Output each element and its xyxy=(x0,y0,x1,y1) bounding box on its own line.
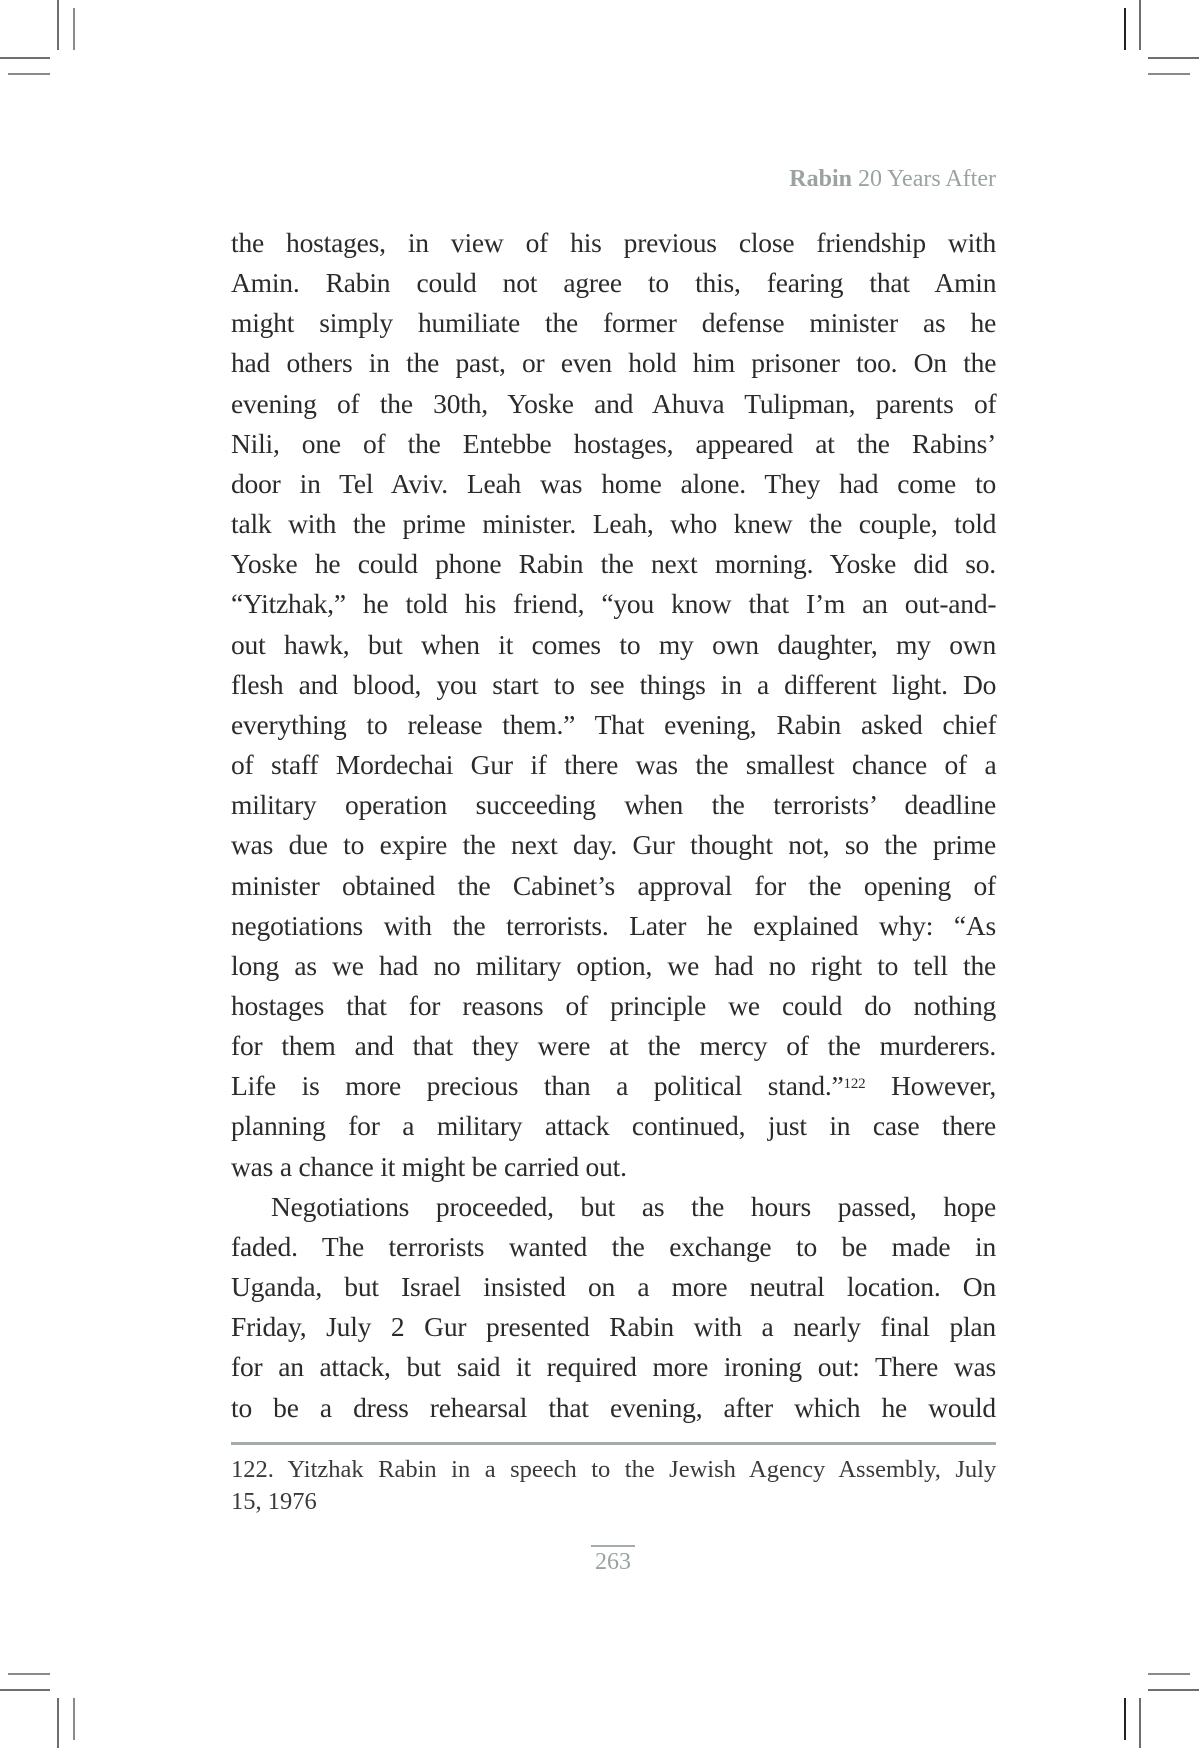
footnote-line: 122. Yitzhak Rabin in a speech to the Jewish Agency Assembly, July xyxy=(231,1456,997,1483)
crop-mark-top-right-inner xyxy=(1124,8,1126,50)
text-line: was due to expire the next day. Gur thought not, so the prime xyxy=(231,829,996,861)
text-line: of staff Mordechai Gur if there was the smallest chance of a xyxy=(231,749,997,781)
text-line: faded. The terrorists wanted the exchange to be made in xyxy=(231,1230,996,1262)
footnote-separator xyxy=(231,1442,996,1445)
crop-mark-bottom-left-inner xyxy=(73,1698,75,1740)
running-header xyxy=(789,166,996,193)
text-line: evening of the 30th, Yoske and Ahuva Tulipman, parents of xyxy=(231,387,997,419)
text-segment: However, xyxy=(891,1070,997,1102)
text-line: Amin. Rabin could not agree to this, fearing that Amin xyxy=(231,267,997,299)
crop-mark-bottom-left-h-outer xyxy=(0,1689,50,1691)
text-line: to be a dress rehearsal that evening, after which he would xyxy=(231,1391,996,1423)
text-line: everything to release them.” That evening, Rabin asked chief xyxy=(231,708,997,740)
text-line: minister obtained the Cabinet’s approval for the opening of xyxy=(231,869,996,901)
text-line: flesh and blood, you start to see things in a different light. Do xyxy=(231,668,997,700)
text-line: military operation succeeding when the terrorists’ deadline xyxy=(231,789,996,821)
text-line: was a chance it might be carried out. xyxy=(231,1150,627,1182)
text-line: negotiations with the terrorists. Later he explained why: “As xyxy=(231,909,996,941)
text-line-paragraph-start: Negotiations proceeded, but as the hours passed, hope xyxy=(271,1190,996,1222)
text-line: “Yitzhak,” he told his friend, “you know that I’m an out-and- xyxy=(231,588,997,620)
text-line: out hawk, but when it comes to my own daughter, my own xyxy=(231,628,997,660)
crop-mark-bottom-right-h-inner xyxy=(1148,1673,1190,1675)
text-line: door in Tel Aviv. Leah was home alone. They had come to xyxy=(231,467,997,499)
crop-mark-top-left-inner xyxy=(73,8,75,50)
text-line: talk with the prime minister. Leah, who knew the couple, told xyxy=(231,508,997,540)
crop-mark-top-right-outer xyxy=(1139,0,1141,50)
text-line: for an attack, but said it required more ironing out: There was xyxy=(231,1351,997,1383)
text-line: planning for a military attack continued, just in case there xyxy=(231,1110,996,1142)
crop-mark-bottom-left-h-inner xyxy=(8,1673,50,1675)
footnote xyxy=(231,1454,996,1518)
crop-mark-bottom-right-h-outer xyxy=(1148,1689,1199,1691)
text-line-with-footnote xyxy=(231,1066,996,1106)
body-text xyxy=(231,223,996,1428)
crop-mark-bottom-left-outer xyxy=(57,1698,59,1748)
crop-mark-top-left-h-outer xyxy=(0,57,50,59)
text-line: Uganda, but Israel insisted on a more neutral location. On xyxy=(231,1271,996,1303)
text-line: Yoske he could phone Rabin the next morning. Yoske did so. xyxy=(231,548,996,580)
text-line: had others in the past, or even hold him prisoner too. On the xyxy=(231,347,997,379)
crop-mark-top-right-h-outer xyxy=(1148,57,1199,59)
text-segment: Life is more precious than a political stand.” xyxy=(231,1070,844,1102)
crop-mark-top-left-outer xyxy=(57,0,59,50)
running-header-bold: Rabin xyxy=(789,166,852,192)
text-line: Nili, one of the Entebbe hostages, appeared at the Rabins’ xyxy=(231,427,997,459)
footnote-line: 15, 1976 xyxy=(231,1488,317,1515)
text-line: Friday, July 2 Gur presented Rabin with a nearly final plan xyxy=(231,1311,996,1343)
text-line: long as we had no military option, we had no right to tell the xyxy=(231,949,996,981)
text-line: might simply humiliate the former defense minister as he xyxy=(231,307,997,339)
crop-mark-top-left-h-inner xyxy=(8,73,50,75)
text-line: for them and that they were at the mercy of the murderers. xyxy=(231,1030,996,1062)
text-line: hostages that for reasons of principle we could do nothing xyxy=(231,989,997,1021)
text-line: the hostages, in view of his previous close friendship with xyxy=(231,227,996,258)
crop-mark-bottom-right-inner xyxy=(1124,1698,1126,1740)
running-header-rest: 20 Years After xyxy=(858,166,996,192)
page-number: 263 xyxy=(591,1545,635,1577)
crop-mark-bottom-right-outer xyxy=(1139,1698,1141,1748)
crop-mark-top-right-h-inner xyxy=(1148,73,1190,75)
footnote-reference[interactable]: 122 xyxy=(843,1076,866,1093)
